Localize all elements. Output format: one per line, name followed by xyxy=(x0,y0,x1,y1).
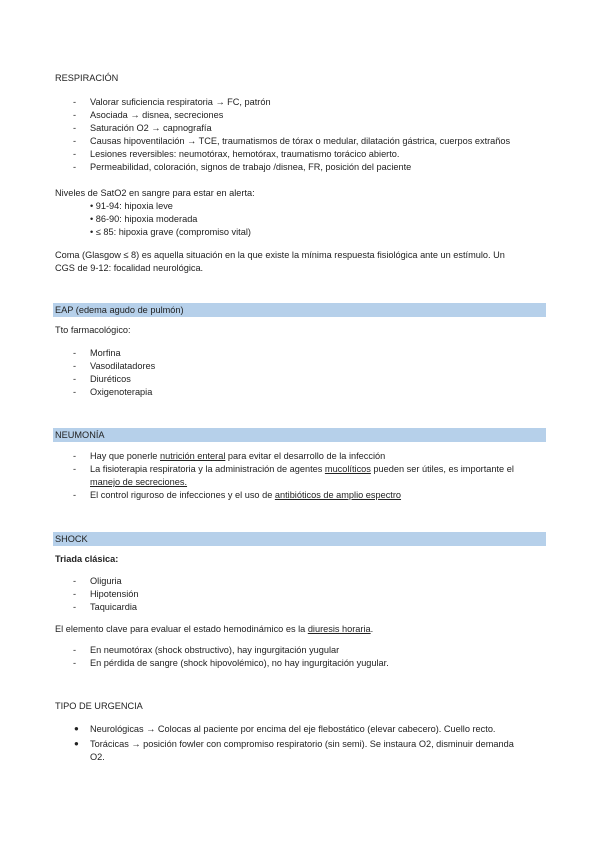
list-dash: - xyxy=(73,490,77,500)
list-item: En pérdida de sangre (shock hipovolémico), no hay ingurgitación yugular. xyxy=(90,658,389,668)
list-item: Oxigenoterapia xyxy=(90,387,153,397)
list-item: Taquicardia xyxy=(90,602,137,612)
niveles-intro: Niveles de SatO2 en sangre para estar en alerta: xyxy=(55,188,255,198)
list-dash: - xyxy=(73,576,77,586)
list-item: Causas hipoventilación → TCE, traumatismos de tórax o medular, dilatación gástrica, cuerpos extraños xyxy=(90,136,511,146)
coma-paragraph-line2: CGS de 9-12: focalidad neurológica. xyxy=(55,263,204,273)
list-item: Neurológicas → Colocas al paciente por encima del eje flebostático (elevar cabecero). Cuello recto. xyxy=(90,724,496,734)
list-item: Vasodilatadores xyxy=(90,361,156,371)
triada-heading: Triada clásica: xyxy=(55,554,119,564)
list-item: Lesiones reversibles: neumotórax, hemotórax, traumatismo torácico abierto. xyxy=(90,149,400,159)
list-item: En neumotórax (shock obstructivo), hay ingurgitación yugular xyxy=(90,645,340,655)
list-dash: - xyxy=(73,123,77,133)
section-heading-eap: EAP (edema agudo de pulmón) xyxy=(53,303,546,317)
section-heading-urgencia: TIPO DE URGENCIA xyxy=(55,701,143,711)
underlined-term: manejo de secreciones. xyxy=(90,477,188,487)
list-item: Hay que ponerle nutrición enteral para evitar el desarrollo de la infección xyxy=(90,451,386,461)
list-dash: - xyxy=(73,602,77,612)
list-dash: - xyxy=(73,451,77,461)
underlined-term: mucolíticos xyxy=(324,464,371,474)
list-item-continuation xyxy=(90,476,187,488)
bullet-icon: ● xyxy=(74,739,79,748)
nivel-item: • ≤ 85: hipoxia grave (compromiso vital) xyxy=(90,227,251,237)
list-dash: - xyxy=(73,645,77,655)
list-dash: - xyxy=(73,97,77,107)
list-item: Valorar suficiencia respiratoria → FC, patrón xyxy=(90,97,271,107)
list-item: El control riguroso de infecciones y el uso de antibióticos de amplio espectro xyxy=(90,490,402,500)
section-heading-respiracion: RESPIRACIÓN xyxy=(55,73,119,83)
underlined-term: diuresis horaria xyxy=(307,624,371,634)
list-dash: - xyxy=(73,658,77,668)
list-dash: - xyxy=(73,162,77,172)
list-dash: - xyxy=(73,149,77,159)
list-item: Morfina xyxy=(90,348,121,358)
list-item: Diuréticos xyxy=(90,374,131,384)
underlined-term: antibióticos de amplio espectro xyxy=(274,490,402,500)
list-dash: - xyxy=(73,374,77,384)
list-item: Oliguria xyxy=(90,576,122,586)
list-dash: - xyxy=(73,110,77,120)
section-heading-shock: SHOCK xyxy=(53,532,546,546)
list-dash: - xyxy=(73,464,77,474)
list-dash: - xyxy=(73,387,77,397)
coma-paragraph-line1: Coma (Glasgow ≤ 8) es aquella situación en la que existe la mínima respuesta fisiológica ante un estímulo. Un xyxy=(55,250,505,260)
list-item: Hipotensión xyxy=(90,589,139,599)
list-item-continuation: O2. xyxy=(90,752,105,762)
eap-intro: Tto farmacológico: xyxy=(55,325,131,335)
bullet-icon: ● xyxy=(74,724,79,733)
list-item: Saturación O2 → capnografía xyxy=(90,123,212,133)
list-dash: - xyxy=(73,589,77,599)
section-heading-neumonia: NEUMONÍA xyxy=(53,428,546,442)
list-dash: - xyxy=(73,361,77,371)
list-item: Permeabilidad, coloración, signos de trabajo /disnea, FR, posición del paciente xyxy=(90,162,412,172)
list-item: Asociada → disnea, secreciones xyxy=(90,110,224,120)
list-dash: - xyxy=(73,136,77,146)
nivel-item: • 86-90: hipoxia moderada xyxy=(90,214,198,224)
list-item: La fisioterapia respiratoria y la administración de agentes mucolíticos pueden ser útiles, es importante el xyxy=(90,464,514,474)
clave-paragraph: El elemento clave para evaluar el estado hemodinámico es la diuresis horaria. xyxy=(55,624,374,634)
list-dash: - xyxy=(73,348,77,358)
list-item: Torácicas → posición fowler con compromiso respiratorio (sin semi). Se instaura O2, disminuir demanda xyxy=(90,739,514,749)
nivel-item: • 91-94: hipoxia leve xyxy=(90,201,173,211)
underlined-term: nutrición enteral xyxy=(159,451,226,461)
